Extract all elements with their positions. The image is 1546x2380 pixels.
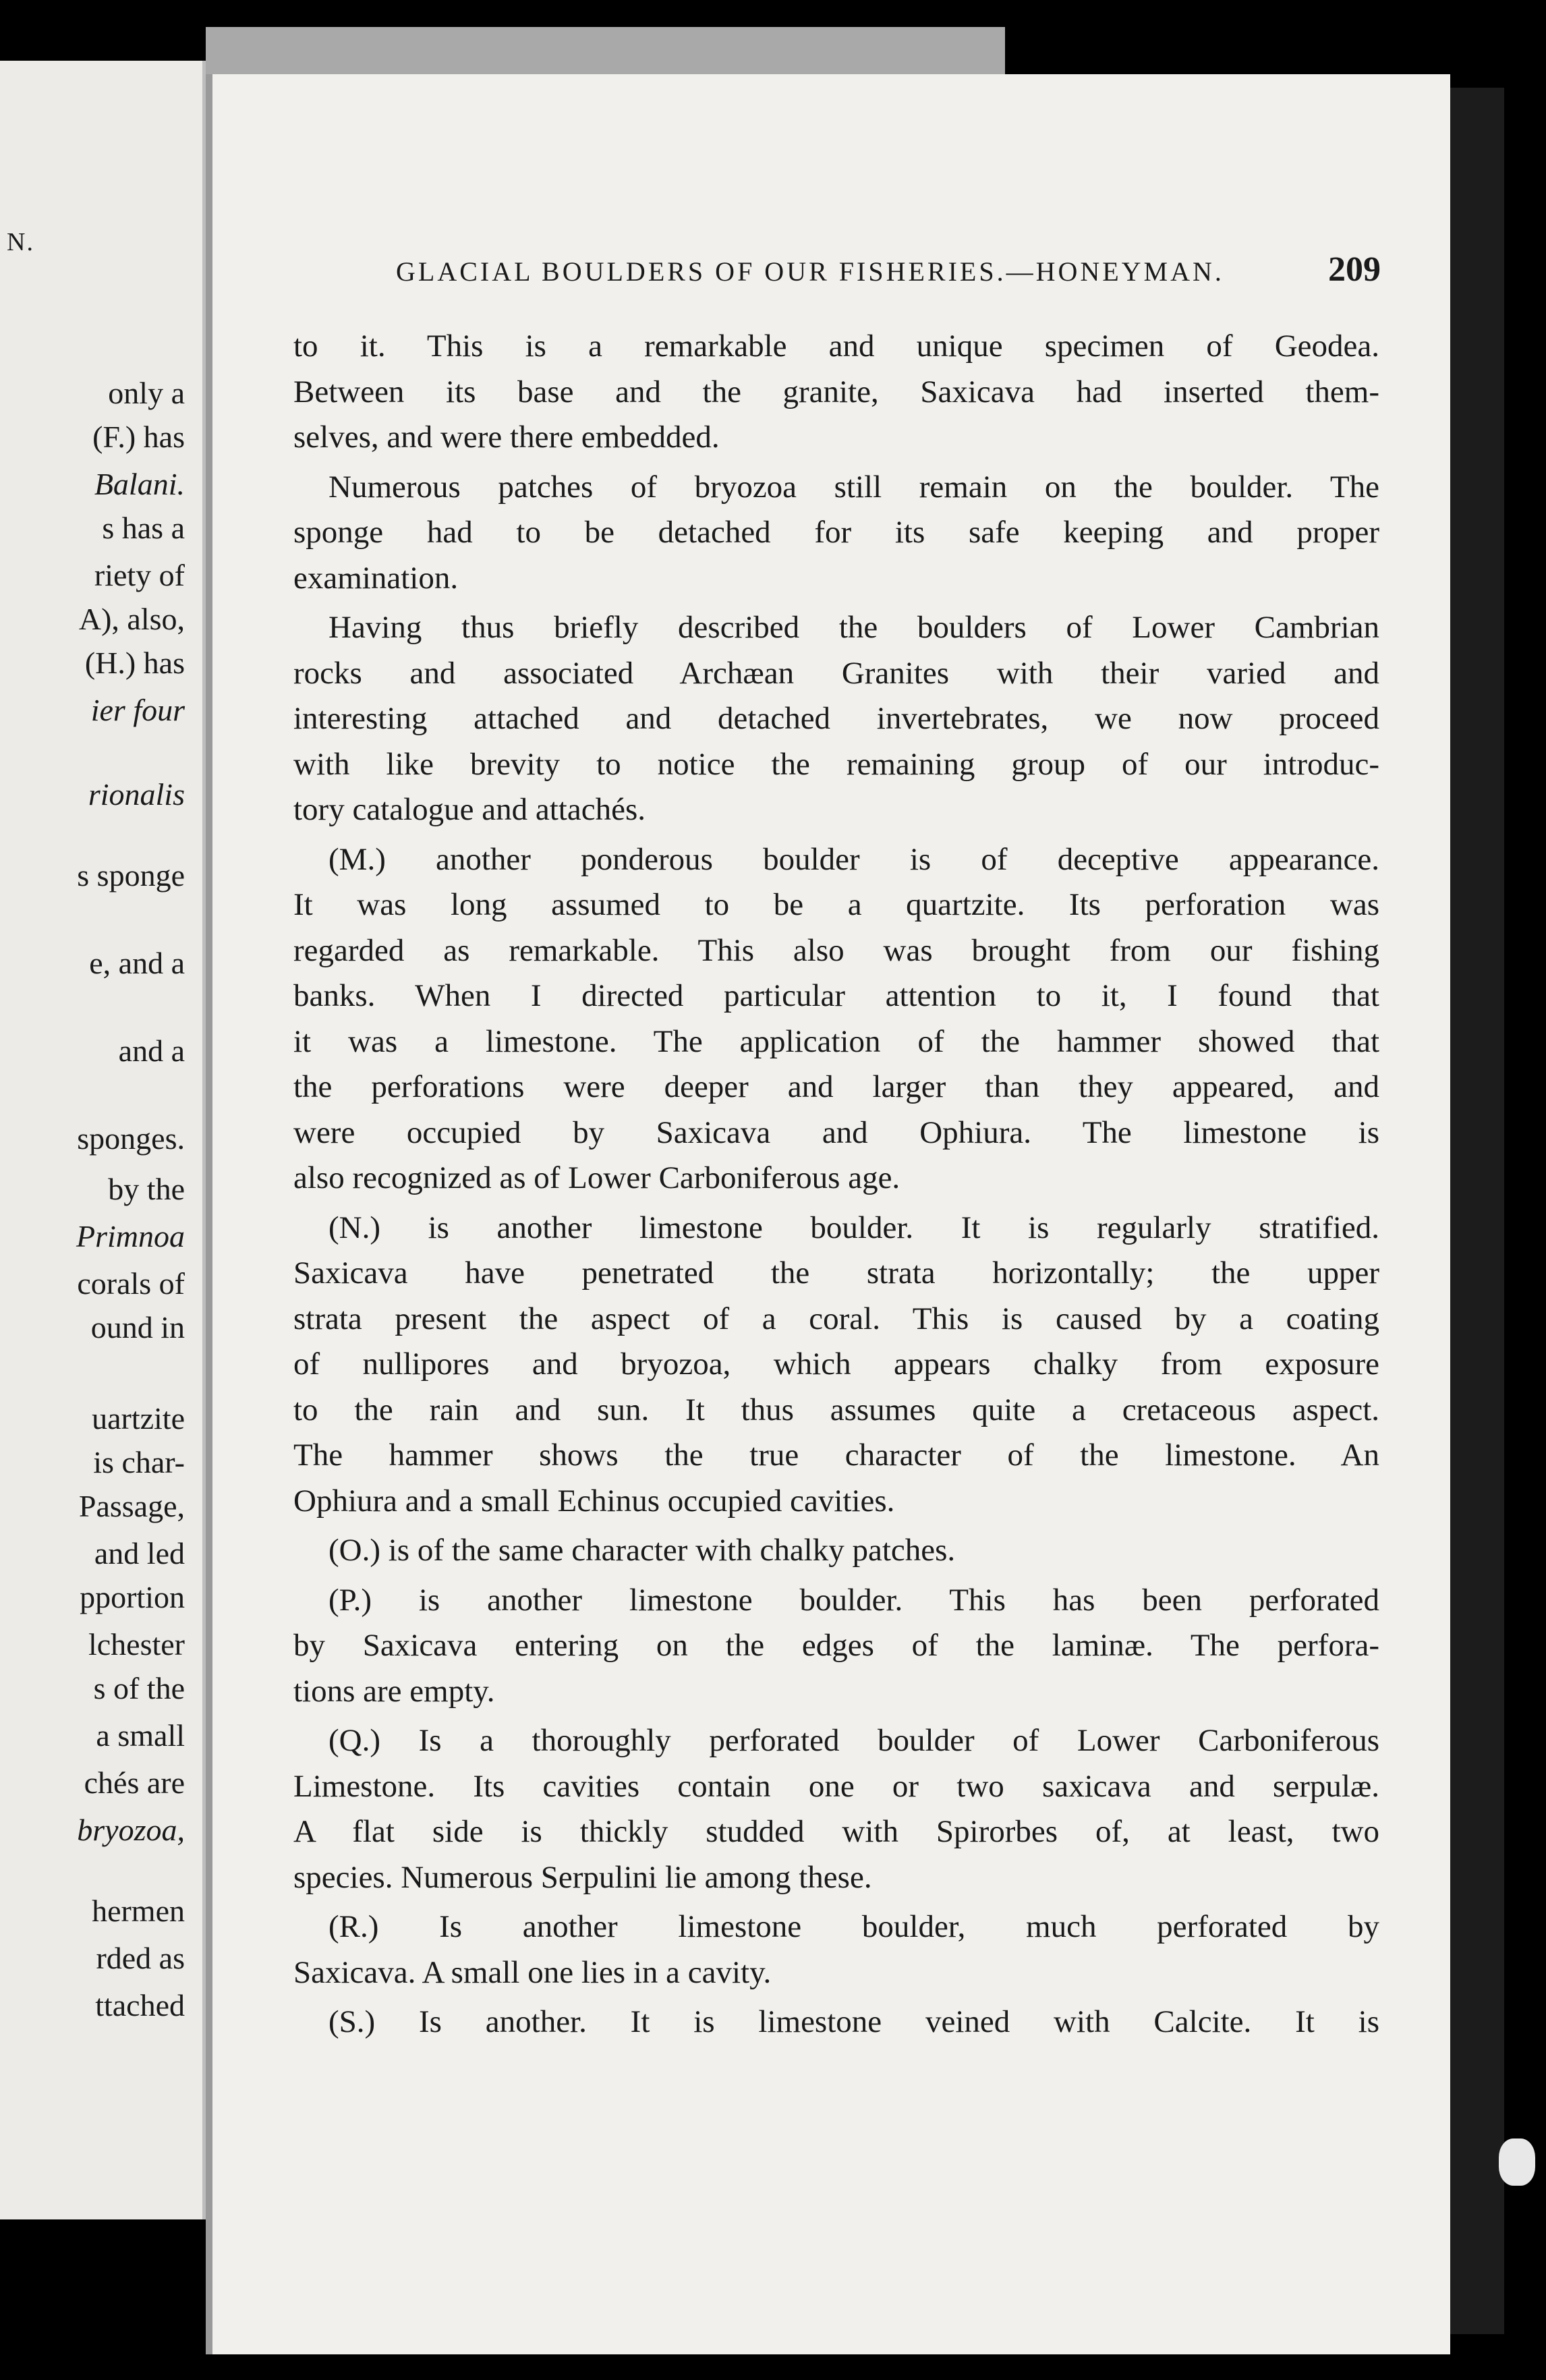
facing-page-line: is char-	[93, 1445, 185, 1479]
facing-page-line: sponges.	[77, 1121, 185, 1156]
facing-page-fragment	[0, 61, 206, 2219]
facing-page-line: s sponge	[77, 858, 185, 893]
facing-page-line: ier four	[90, 693, 185, 727]
body-text-line: It was long assumed to be a quartzite. Its perforation was	[293, 887, 1379, 922]
body-text-line: species. Numerous Serpulini lie among these.	[293, 1859, 872, 1895]
body-text-line: Saxicava. A small one lies in a cavity.	[293, 1954, 772, 1990]
facing-page-line: Balani.	[94, 467, 185, 501]
running-head-title: GLACIAL BOULDERS OF OUR FISHERIES.—HONEYMAN.	[396, 256, 1224, 287]
facing-page-line: chés are	[84, 1765, 185, 1800]
facing-page-line: a small	[96, 1718, 185, 1753]
body-text-line: of nullipores and bryozoa, which appears chalky from exposure	[293, 1347, 1379, 1382]
facing-page-line: and led	[94, 1536, 185, 1570]
body-text-line: also recognized as of Lower Carboniferous age.	[293, 1160, 900, 1195]
body-text-line: the perforations were deeper and larger than they appeared, and	[293, 1069, 1379, 1104]
facing-page-line: and a	[118, 1033, 185, 1068]
facing-page-line: s has a	[102, 511, 185, 545]
body-text-line: examination.	[293, 560, 459, 596]
running-head	[396, 250, 1381, 289]
facing-page-line: rionalis	[88, 777, 185, 812]
body-text-line: interesting attached and detached invertebrates, we now proceed	[293, 701, 1379, 736]
facing-page-line: by the	[108, 1172, 185, 1206]
facing-page-line: s of the	[93, 1671, 185, 1705]
facing-page-line: ound in	[90, 1310, 185, 1344]
body-text-line: selves, and were there embedded.	[293, 420, 720, 455]
facing-page-line: uartzite	[92, 1401, 185, 1436]
facing-page-line: (F.) has	[92, 420, 185, 454]
body-text-line: banks. When I directed particular attention to it, I found that	[293, 978, 1379, 1013]
body-text-line: Limestone. Its cavities contain one or two saxicava and serpulæ.	[293, 1768, 1379, 1804]
body-text-line: (R.) Is another limestone boulder, much perforated by	[328, 1909, 1379, 1944]
body-text-line: Numerous patches of bryozoa still remain on the boulder. The	[328, 469, 1379, 505]
body-text-line: tory catalogue and attachés.	[293, 792, 646, 827]
body-text-line: Ophiura and a small Echinus occupied cavities.	[293, 1483, 895, 1519]
body-text-line: Having thus briefly described the boulders of Lower Cambrian	[328, 610, 1379, 645]
facing-page-line: lchester	[88, 1627, 185, 1662]
scan-artifact	[1499, 2138, 1535, 2186]
page-number: 209	[1328, 250, 1381, 289]
body-text-line: tions are empty.	[293, 1673, 495, 1709]
body-text-line: by Saxicava entering on the edges of the laminæ. The perfora-	[293, 1628, 1379, 1663]
facing-page-line: Passage,	[78, 1489, 185, 1523]
facing-page-line: riety of	[94, 558, 185, 592]
book-page	[206, 74, 1450, 2354]
body-text-line: to it. This is a remarkable and unique specimen of Geodea.	[293, 329, 1379, 364]
facing-page-line: e, and a	[89, 946, 185, 980]
body-text-line: with like brevity to notice the remaining group of our introduc-	[293, 746, 1379, 782]
body-text-line: A flat side is thickly studded with Spirorbes of, at least, two	[293, 1814, 1379, 1849]
body-text-line: (P.) is another limestone boulder. This has been perforated	[328, 1582, 1379, 1618]
top-margin-strip	[206, 27, 1005, 81]
facing-page-line: ttached	[95, 1988, 185, 2022]
body-text-line: Between its base and the granite, Saxicava had inserted them-	[293, 374, 1379, 409]
body-text-line: (O.) is of the same character with chalky patches.	[328, 1533, 956, 1568]
facing-page-line: rded as	[96, 1941, 185, 1975]
body-text-line: strata present the aspect of a coral. This is caused by a coating	[293, 1301, 1379, 1336]
body-text-line: it was a limestone. The application of the hammer showed that	[293, 1023, 1379, 1059]
body-text-line: to the rain and sun. It thus assumes quite a cretaceous aspect.	[293, 1392, 1379, 1427]
page-edge-shadow	[1443, 88, 1504, 2334]
body-text-line: The hammer shows the true character of the limestone. An	[293, 1438, 1379, 1473]
body-text-line: (M.) another ponderous boulder is of deceptive appearance.	[328, 841, 1379, 877]
facing-page-line: hermen	[92, 1894, 185, 1928]
body-text	[293, 324, 1379, 2045]
body-text-line: (S.) Is another. It is limestone veined with Calcite. It is	[328, 2004, 1379, 2039]
facing-page-line: only a	[108, 376, 185, 410]
facing-page-line: bryozoa,	[77, 1813, 185, 1847]
body-text-line: (Q.) Is a thoroughly perforated boulder of Lower Carboniferous	[328, 1723, 1379, 1758]
facing-page-line: A), also,	[78, 602, 185, 636]
body-text-line: (N.) is another limestone boulder. It is regularly stratified.	[328, 1210, 1379, 1245]
body-text-line: sponge had to be detached for its safe keeping and proper	[293, 515, 1379, 550]
facing-page-line: corals of	[77, 1266, 185, 1301]
facing-page-line: (H.) has	[84, 646, 185, 680]
body-text-line: were occupied by Saxicava and Ophiura. The limestone is	[293, 1114, 1379, 1150]
body-text-line: rocks and associated Archæan Granites with their varied and	[293, 655, 1379, 691]
facing-page-header: N.	[7, 228, 34, 256]
facing-page-line: Primnoa	[76, 1219, 185, 1253]
body-text-line: regarded as remarkable. This also was brought from our fishing	[293, 932, 1379, 968]
facing-page-line: pportion	[80, 1580, 185, 1614]
body-text-line: Saxicava have penetrated the strata horizontally; the upper	[293, 1255, 1379, 1291]
